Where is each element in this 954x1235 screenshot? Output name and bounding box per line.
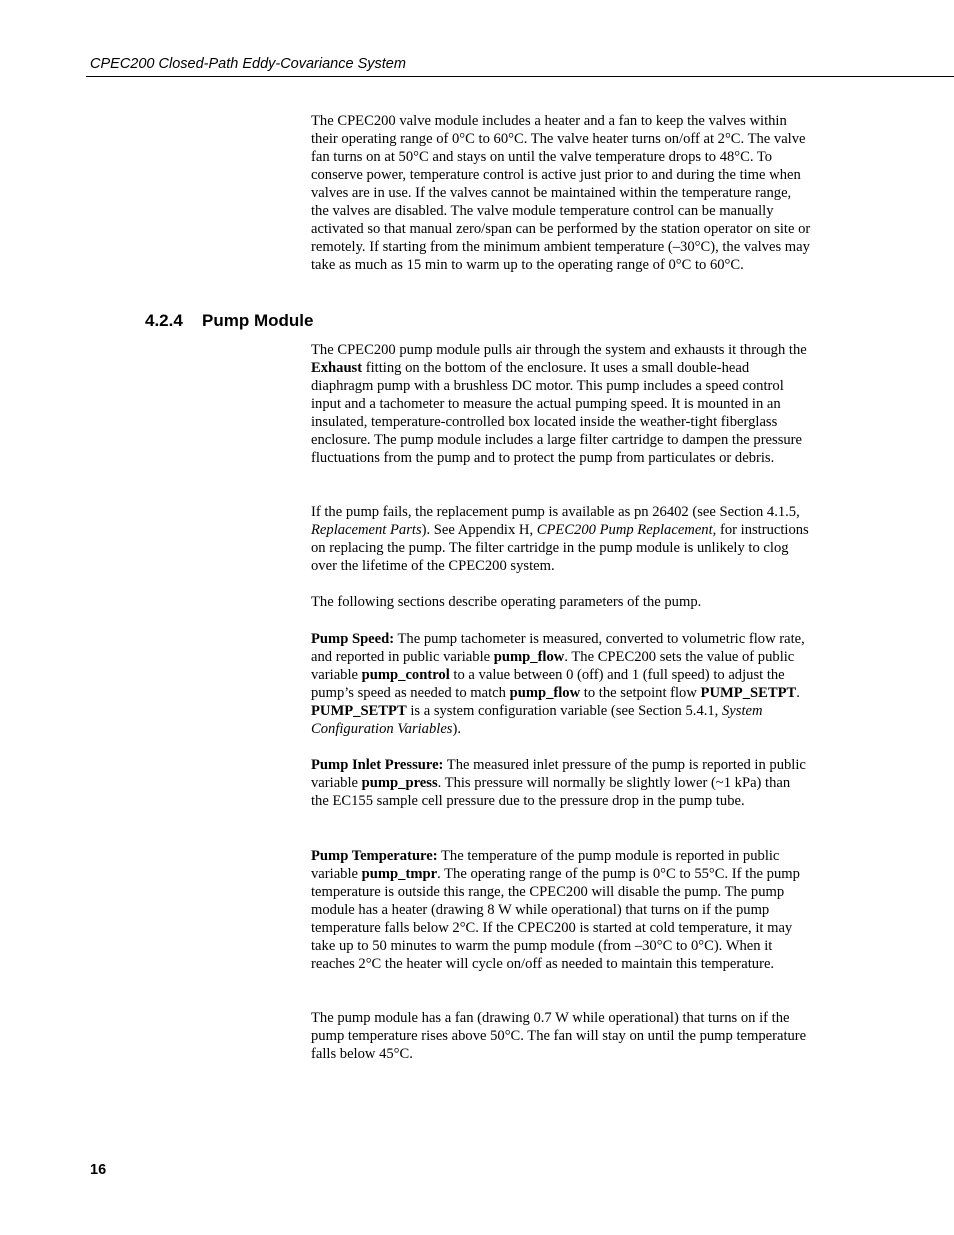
replacement-text: [311, 503, 811, 575]
text-run: to the setpoint flow: [580, 685, 701, 701]
pump-speed-text: [311, 630, 811, 738]
pump-temperature-label: Pump Temperature:: [311, 848, 438, 864]
text-run: , for instructions on replacing the pump. The filter cartridge in the pump module is unlikely to clog over the lifetime of the CPEC200 system.: [311, 522, 809, 574]
replacement-parts-ref: Replacement Parts: [311, 522, 422, 538]
text-run: .: [796, 685, 800, 701]
text-run: The temperature of the pump module is reported in public variable: [311, 848, 780, 882]
text-run: . The CPEC200 sets the value of public variable: [311, 649, 795, 683]
pump-temperature-paragraph: [311, 847, 811, 973]
text-run: If the pump fails, the replacement pump is available as pn 26402 (see Section 4.1.5,: [311, 504, 800, 520]
text-run: The CPEC200 pump module pulls air through the system and exhausts it through the: [311, 342, 807, 358]
exhaust-term: Exhaust: [311, 360, 363, 376]
section-heading: [145, 310, 313, 332]
text-run: ).: [452, 721, 462, 737]
pump-description-paragraph: [311, 341, 811, 467]
text-run: fitting on the bottom of the enclosure. It uses a small double-head diaphragm pump with a brushless DC motor. This pump includes a speed control input and a tachometer to measure the actual pumping speed. It is mounted in an insulated, temperature-controlled box located inside the weather-tight fiberglass enclosure. The pump module includes a large filter cartridge to dampen the pressure fluctuations from the pump and to protect the pump from particulates or debris.: [311, 360, 803, 466]
pump-speed-paragraph: [311, 630, 811, 738]
pump-inlet-pressure-label: Pump Inlet Pressure:: [311, 757, 444, 773]
section-number: 4.2.4: [145, 311, 183, 330]
variable-name: pump_press: [361, 775, 438, 791]
pump-replacement-ref: CPEC200 Pump Replacement: [536, 522, 713, 538]
variable-name: PUMP_SETPT: [311, 703, 407, 719]
running-header: CPEC200 Closed-Path Eddy-Covariance System: [90, 56, 406, 72]
variable-name: pump_flow: [509, 685, 581, 701]
text-run: . The operating range of the pump is 0°C to 55°C. If the pump temperature is outside this range, the CPEC200 will disable the pump. The pump module has a heater (drawing 8 W while operational) that turns on if the pump temperature falls below 2°C. If the CPEC200 is started at cold temperature, it may take up to 50 minutes to warm the pump module (from –30°C to 0°C). When it reaches 2°C the heater will cycle on/off as needed to maintain this temperature.: [311, 866, 800, 972]
text-run: The measured inlet pressure of the pump is reported in public variable: [311, 757, 806, 791]
variable-name: pump_control: [361, 667, 450, 683]
header-rule: [86, 76, 954, 77]
pump-description-text: [311, 341, 811, 467]
text-run: . This pressure will normally be slightly lower (~1 kPa) than the EC155 sample cell pressure due to the pressure drop in the pump tube.: [311, 775, 791, 809]
pump-fan-text: The pump module has a fan (drawing 0.7 W while operational) that turns on if the pump temperature rises above 50°C. The fan will stay on until the pump temperature falls below 45°C.: [311, 1010, 807, 1062]
pump-temperature-text: [311, 847, 811, 973]
page-number: 16: [90, 1162, 107, 1178]
text-run: to a value between 0 (off) and 1 (full speed) to adjust the pump’s speed as needed to match: [311, 667, 785, 701]
variable-name: PUMP_SETPT: [700, 685, 797, 701]
pump-speed-label: Pump Speed:: [311, 631, 395, 647]
text-run: The pump tachometer is measured, converted to volumetric flow rate, and reported in public variable: [311, 631, 805, 665]
intro-text: The CPEC200 valve module includes a heater and a fan to keep the valves within their operating range of 0°C to 60°C. The valve heater turns on/off at 2°C. The valve fan turns on at 50°C and stays on until the valve temperature drops to 48°C. To conserve power, temperature control is active just prior to and during the time when valves are in use. If the valves cannot be maintained within the temperature range, the valves are disabled. The valve module temperature control can be manually activated so that manual zero/span can be performed by the station operator on site or remotely. If starting from the minimum ambient temperature (–30°C), the valves may take as much as 15 min to warm up to the operating range of 0°C to 60°C.: [311, 113, 811, 273]
text-run: ). See Appendix H,: [421, 522, 537, 538]
intro-paragraph: [311, 112, 811, 274]
config-variables-ref: System Configuration Variables: [311, 703, 763, 737]
variable-name: pump_flow: [493, 649, 565, 665]
parameters-intro-text: The following sections describe operating parameters of the pump.: [311, 594, 702, 610]
section-title: Pump Module: [202, 311, 314, 330]
replacement-paragraph: [311, 503, 811, 575]
variable-name: pump_tmpr: [361, 866, 438, 882]
parameters-intro-paragraph: [311, 593, 811, 611]
text-run: is a system configuration variable (see Section 5.4.1,: [406, 703, 722, 719]
pump-inlet-pressure-text: [311, 756, 811, 810]
pump-fan-paragraph: [311, 1009, 811, 1063]
pump-inlet-pressure-paragraph: [311, 756, 811, 810]
